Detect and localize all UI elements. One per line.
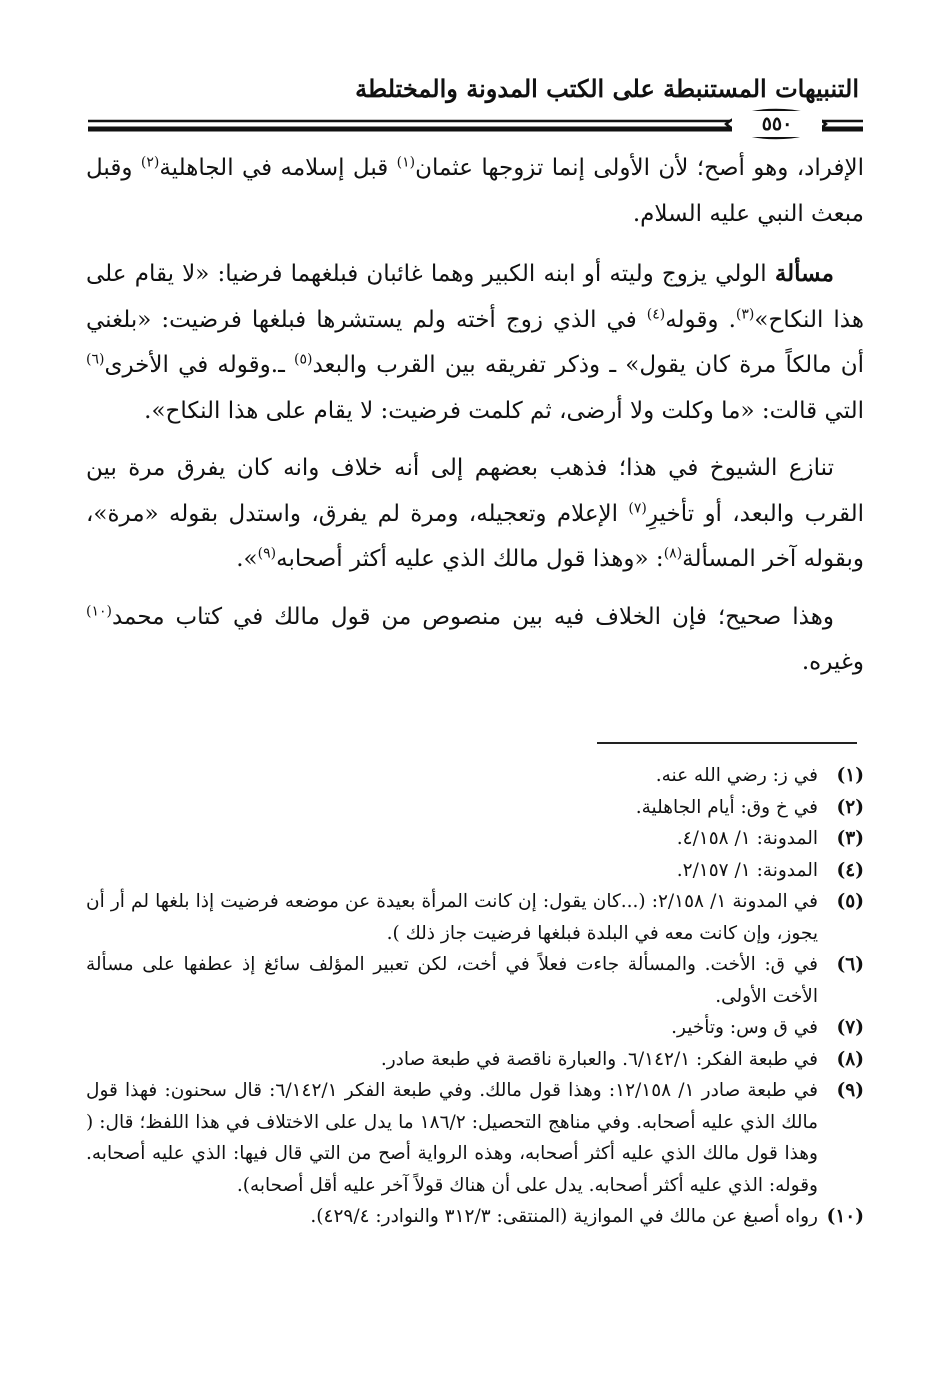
footnote-text: رواه أصبغ عن مالك في الموازية (المنتقى: ٣١٢/٣ والنوادر: ٤٢٩/٤). <box>310 1206 818 1227</box>
footnote <box>86 1075 864 1201</box>
text-run: وغيره. <box>801 649 864 675</box>
running-title: التنبيهات المستنبطة على الكتب المدونة والمختلطة <box>355 74 859 103</box>
footnote-number: (١٠) <box>826 1206 864 1227</box>
footnote-ref: (٣) <box>735 305 755 322</box>
footnote-text: في طبعة الفكر: ٦/١٤٢/١. والعبارة ناقصة في طبعة صادر. <box>380 1048 818 1070</box>
footnote-ref: (٨) <box>663 545 683 562</box>
main-text <box>86 146 864 698</box>
footnote-separator <box>597 742 857 744</box>
text-run: في الذي زوج أخته ولم يستشرها فبلغها فرضيت: «بلغني أن مالكاً مرة كان يقول» ـ وذكر تفريقه بين القرب والبعد <box>86 306 864 378</box>
text-run: التي قالت: «ما وكلت ولا أرضى، ثم كلمت فرضيت: لا يقام على هذا النكاح». <box>144 397 864 424</box>
footnote <box>86 949 864 1012</box>
footnote-ref: (٩) <box>257 545 277 562</box>
paragraph-1 <box>86 146 864 237</box>
footnote-number: (٩) <box>836 1080 864 1101</box>
paragraph-4 <box>86 595 864 686</box>
footnote <box>86 823 864 855</box>
footnote <box>86 760 864 792</box>
footnote-ref: (٧) <box>628 499 647 516</box>
footnote-number: (٦) <box>836 954 864 975</box>
text-run: الإفراد، وهو أصح؛ لأن الأولى إنما تزوجها عثمان <box>415 155 864 181</box>
footnote-text: في ق وس: وتأخير. <box>671 1017 818 1038</box>
footnote-ref: (٢) <box>140 154 160 171</box>
issue-heading: مسألة <box>774 260 834 287</box>
text-run: تنازع الشيوخ في هذا؛ فذهب بعضهم إلى أنه خلاف وانه كان يفرق مرة بين القرب والبعد، أو تأخيرِ <box>86 455 864 527</box>
footnotes <box>86 760 864 1233</box>
footnote <box>86 792 864 824</box>
footnote-number: (٣) <box>836 828 864 849</box>
footnote-text: في طبعة صادر ١/ ١٢/١٥٨: وهذا قول مالك. وفي طبعة الفكر ٦/١٤٢/١: قال سحنون: فهذا قول مالك الذي عليه أصحابه. وفي مناهج التحصيل: ١٨٦/٢ ما يدل على الاختلاف في هذا اللفظ؛ قال: ( وهذا قول مالك الذي عليه أكثر أصحابه، وهذه الرواية أصح من التي قال فيها: الذي عليه أصحابه. وقوله: الذي عليه أكثر أصحابه. يدل على أن هناك قولاً آخر عليه أقل أصحابه). <box>86 1080 818 1196</box>
text-run: وهذا صحيح؛ فإن الخلاف فيه بين منصوص من قول مالك في كتاب محمد <box>111 603 834 630</box>
footnote <box>86 1012 864 1044</box>
text-run: وقبل مبعث النبي عليه السلام. <box>86 155 864 227</box>
footnote-number: (١) <box>836 765 864 786</box>
footnote-number: (٥) <box>836 891 864 912</box>
footnote-number: (٤) <box>836 859 864 881</box>
text-run: الولي يزوج وليته أو ابنه الكبير وهما غائبان فبلغهما فرضيا: «لا يقام على هذا النكاح» <box>86 261 865 333</box>
footnote <box>86 855 864 887</box>
text-run: : «وهذا قول مالك الذي عليه أكثر أصحابه <box>276 546 664 572</box>
footnote-ref: (٤) <box>646 305 666 322</box>
footnote <box>86 886 864 949</box>
footnote-ref: (١) <box>396 154 416 171</box>
footnote-ref: (١٠) <box>86 602 112 619</box>
footnote-number: (٧) <box>836 1017 864 1038</box>
text-run: الإعلام وتعجيله، ومرة لم يفرق، واستدل بقوله «مرة»، وبقوله آخر المسألة <box>86 500 864 572</box>
text-run: . وقوله <box>665 306 736 333</box>
footnote-text: في المدونة ١/ ٢/١٥٨: (...كان يقول: إن كانت المرأة بعيدة عن موضعه فرضيت إذا بلغها لم أر أن يجوز، وإن كانت معه في البلدة فبلغها فرضيت جاز ذلك ). <box>86 891 818 944</box>
footnote-ref: (٦) <box>86 351 105 368</box>
footnote-ref: (٥) <box>294 351 313 368</box>
footnote-number: (٨) <box>836 1048 864 1070</box>
footnote-text: في ق: الأخت. والمسألة جاءت فعلاً في أخت، لكن تعبير المؤلف سائغ إذ عطفها على مسألة الأخت الأولى. <box>86 954 818 1007</box>
text-run: ـ.وقوله في الأخرى <box>104 352 294 378</box>
footnote-text: في ز: رضي الله عنه. <box>655 765 818 786</box>
paragraph-3 <box>86 446 864 583</box>
footnote <box>86 1044 864 1076</box>
footnote-text: في خ وق: أيام الجاهلية. <box>635 796 818 818</box>
text-run: ». <box>236 546 258 572</box>
footnote-text: المدونة: ١/ ٤/١٥٨. <box>676 828 818 849</box>
footnote-text: المدونة: ١/ ٢/١٥٧. <box>676 859 818 881</box>
text-run: قبل إسلامه في الجاهلية <box>159 155 397 181</box>
footnote-number: (٢) <box>836 796 864 818</box>
paragraph-2 <box>86 251 864 434</box>
footnote <box>86 1201 864 1233</box>
page-number: ٥٥٠ <box>732 111 822 137</box>
